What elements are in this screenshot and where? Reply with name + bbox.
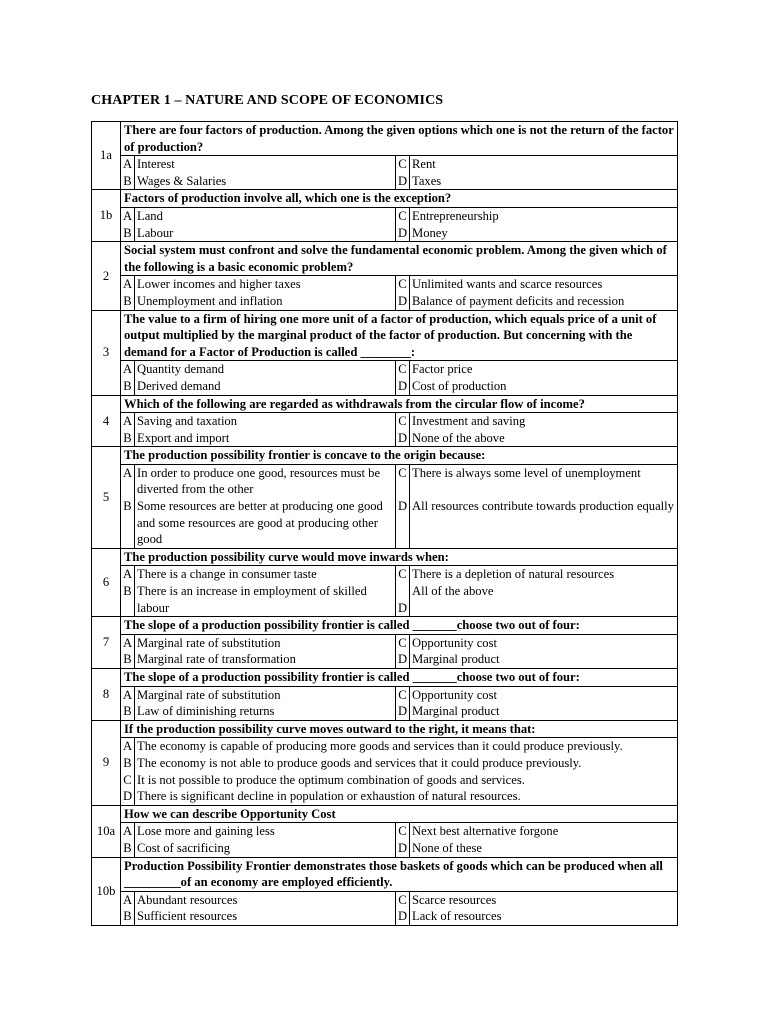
option-letter: B [121,225,135,242]
option-letter: A [121,635,135,652]
option-letter: C [396,635,410,652]
options-row [92,361,678,395]
option-d: Money [412,225,448,240]
option-b: Some resources are better at producing one good and some resources are good at producing other good [135,498,396,548]
question-text: How we can describe Opportunity Cost [121,805,678,823]
option-letter: D [396,378,410,395]
question-row [92,310,678,361]
question-row [92,669,678,687]
question-row [92,805,678,823]
option-c: Opportunity cost [412,635,498,650]
question-text: Social system must confront and solve the fundamental economic problem. Among the given which of the following is a basic economic problem? [121,242,678,276]
question-number: 1a [92,122,121,190]
option-letter: A [121,566,135,583]
option-letter: B [121,651,135,668]
option-d: None of the above [412,430,505,445]
question-text: Production Possibility Frontier demonstrates those baskets of goods which can be produced when all _________of an economy are employed efficiently. [121,857,678,891]
option-letter: B [121,378,135,395]
option-c: It is not possible to produce the optimum combination of goods and services. [137,772,525,787]
option-b: Unemployment and inflation [135,293,396,310]
option-c: Factor price [412,362,473,377]
option-a: Interest [135,156,396,173]
option-a: There is a change in consumer taste [135,566,396,583]
option-d: There is significant decline in population or exhaustion of natural resources. [137,789,521,804]
option-a: Lower incomes and higher taxes [135,276,396,293]
option-d: Marginal product [412,704,500,719]
option-letter: B [121,840,135,857]
options-row [92,156,678,190]
option-a: Lose more and gaining less [135,823,396,840]
option-a: Land [135,208,396,225]
question-number: 4 [92,395,121,447]
question-text: Factors of production involve all, which one is the exception? [121,190,678,208]
question-row [92,242,678,276]
options-row [92,634,678,668]
question-number: 9 [92,720,121,805]
option-letter: C [396,892,410,909]
option-a: Saving and taxation [135,413,396,430]
question-row [92,190,678,208]
options-row [92,464,678,548]
options-row [92,413,678,447]
option-c: Next best alternative forgone [412,824,559,839]
question-row [92,548,678,566]
option-letter: D [396,908,410,925]
option-letter: B [121,703,135,720]
option-letter: A [121,738,135,755]
option-letter: A [121,208,135,225]
option-letter: C [396,687,410,704]
option-letter: D [396,703,410,720]
option-letter: D [121,788,135,805]
option-b: Cost of sacrificing [135,840,396,857]
option-b: Wages & Salaries [135,173,396,190]
option-d: None of these [412,840,482,855]
option-a: In order to produce one good, resources must be diverted from the other [135,465,396,498]
option-letter: B [121,755,135,772]
option-c: Entrepreneurship [412,208,499,223]
option-b: Sufficient resources [135,908,396,925]
option-a: Marginal rate of substitution [135,687,396,704]
options-row [92,207,678,241]
option-letter: D [396,583,410,616]
question-text: Which of the following are regarded as withdrawals from the circular flow of income? [121,395,678,413]
option-letter: A [121,465,135,498]
options-row [92,566,678,617]
option-d: Balance of payment deficits and recession [412,293,625,308]
option-d: Marginal product [412,652,500,667]
option-letter: D [396,225,410,242]
question-text: The slope of a production possibility frontier is called _______choose two out of four: [121,669,678,687]
question-row [92,447,678,465]
option-letter: D [396,498,410,548]
question-number: 3 [92,310,121,395]
option-letter: A [121,413,135,430]
question-number: 8 [92,669,121,721]
option-a: Marginal rate of substitution [135,635,396,652]
option-letter: B [121,430,135,447]
option-letter: D [396,840,410,857]
options-row [92,276,678,310]
option-letter: A [121,276,135,293]
option-letter: D [396,651,410,668]
option-letter: C [396,413,410,430]
option-letter: A [121,892,135,909]
option-b: Law of diminishing returns [135,703,396,720]
option-c: There is always some level of unemployment [412,465,641,480]
option-b: Marginal rate of transformation [135,651,396,668]
option-a: Abundant resources [135,892,396,909]
questions-table [91,121,678,926]
option-letter: C [396,208,410,225]
option-d: All resources contribute towards production equally [412,499,674,514]
option-letter: C [396,823,410,840]
option-d: Lack of resources [412,909,502,924]
option-letter: B [121,498,135,548]
option-d: Taxes [412,173,442,188]
option-d: All of the above [412,584,494,599]
option-a: The economy is capable of producing more goods and services than it could produce previously. [137,739,623,754]
option-d: Cost of production [412,378,507,393]
option-letter: A [121,361,135,378]
question-number: 7 [92,617,121,669]
options-row [92,891,678,925]
option-a: Quantity demand [135,361,396,378]
question-text: The slope of a production possibility frontier is called _______choose two out of four: [121,617,678,635]
question-text: If the production possibility curve moves outward to the right, it means that: [121,720,678,738]
question-number: 6 [92,548,121,616]
option-c: Unlimited wants and scarce resources [412,277,603,292]
option-letter: C [396,276,410,293]
option-b: The economy is not able to produce goods and services that it could produce previously. [137,755,582,770]
question-text: The value to a firm of hiring one more unit of a factor of production, which equals price of a unit of output multiplied by the marginal product of the factor of production. But concerning with the demand for a Factor of Production is called ________: [121,310,678,361]
option-c: Rent [412,157,436,172]
option-letter: C [396,156,410,173]
question-text: The production possibility curve would move inwards when: [121,548,678,566]
option-c: Scarce resources [412,892,497,907]
option-b: There is an increase in employment of skilled labour [135,583,396,616]
option-c: Opportunity cost [412,687,498,702]
question-row [92,720,678,738]
question-number: 1b [92,190,121,242]
option-letter: B [121,583,135,616]
option-letter: A [121,156,135,173]
question-row [92,617,678,635]
question-text: There are four factors of production. Among the given options which one is not the return of the factor of production? [121,122,678,156]
option-letter: A [121,823,135,840]
option-b: Labour [135,225,396,242]
question-number: 10b [92,857,121,925]
option-letter: C [396,361,410,378]
option-letter: B [121,908,135,925]
options-row [92,823,678,857]
question-number: 5 [92,447,121,549]
option-b: Derived demand [135,378,396,395]
option-letter: C [396,566,410,583]
question-number: 10a [92,805,121,857]
option-letter: C [396,465,410,498]
options-row [92,686,678,720]
question-row [92,395,678,413]
option-letter: D [396,430,410,447]
option-letter: A [121,687,135,704]
option-b: Export and import [135,430,396,447]
page-title: CHAPTER 1 – NATURE AND SCOPE OF ECONOMICS [91,93,444,108]
options-row [92,738,678,805]
option-letter: B [121,293,135,310]
option-c: Investment and saving [412,414,526,429]
question-row [92,857,678,891]
question-number: 2 [92,242,121,310]
option-letter: B [121,173,135,190]
option-letter: D [396,173,410,190]
option-c: There is a depletion of natural resources [412,567,615,582]
question-row [92,122,678,156]
option-letter: C [121,772,135,789]
option-letter: D [396,293,410,310]
question-text: The production possibility frontier is concave to the origin because: [121,447,678,465]
